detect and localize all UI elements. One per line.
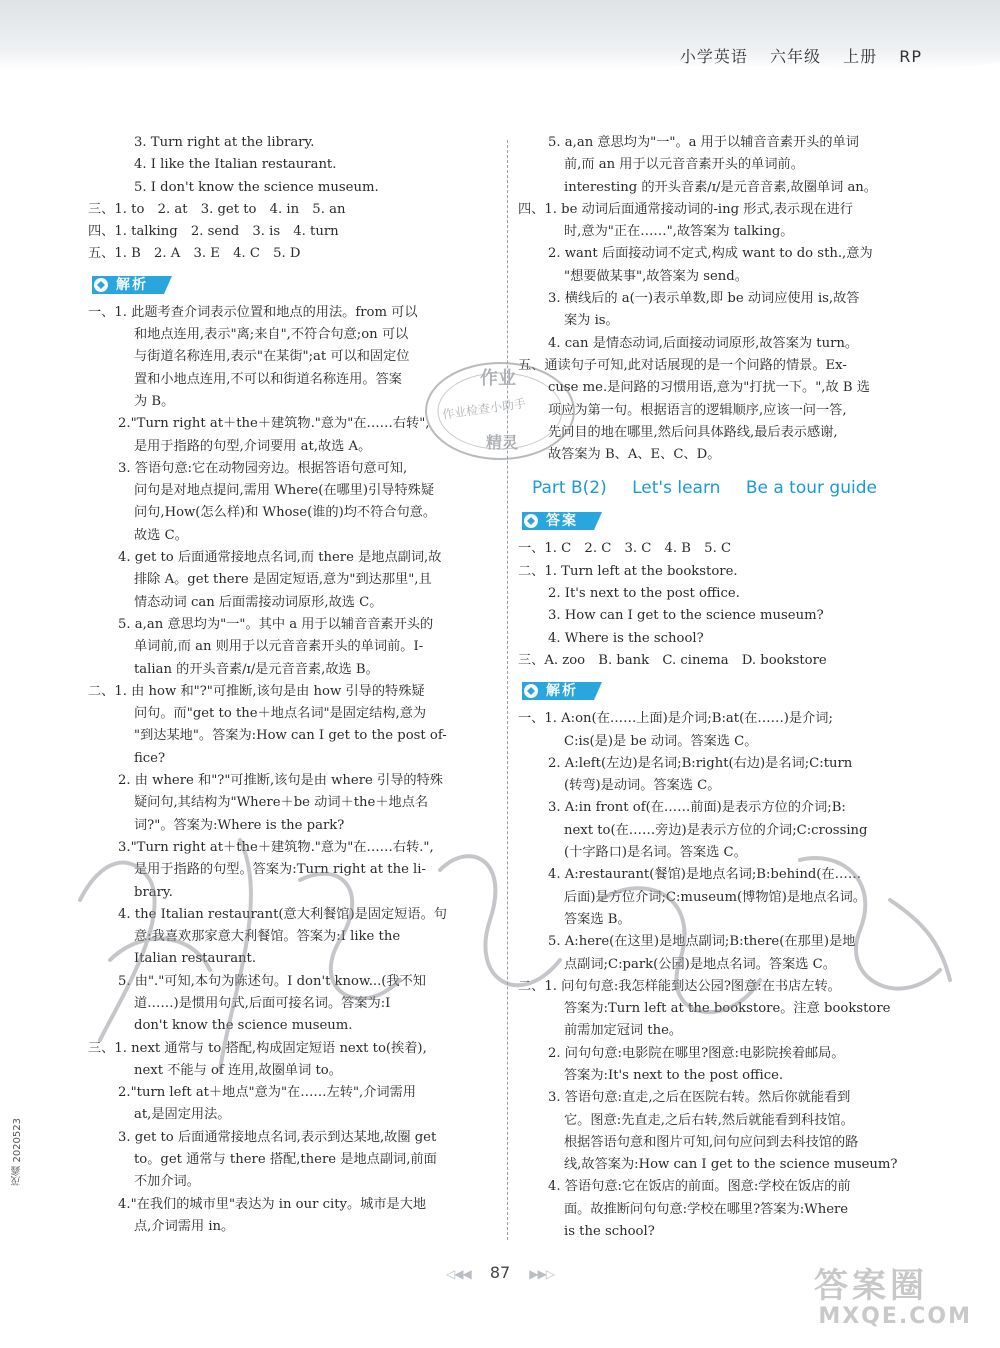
text-line: C:is(是)是 be 动词。答案选 C。 bbox=[564, 733, 758, 749]
text-line: 根据答语句意和图片可知,问句应问到去科技馆的路 bbox=[564, 1134, 859, 1150]
text-line: 点副词;C:park(公园)是地点名词。答案选 C。 bbox=[564, 956, 836, 972]
text-line: "想要做某事",故答案为 send。 bbox=[564, 268, 748, 284]
text-line: fice? bbox=[134, 750, 166, 766]
text-line: 四、1. be 动词后面通常接动词的-ing 形式,表示现在进行 bbox=[518, 201, 853, 217]
text-line: 三、A. zoo B. bank C. cinema D. bookstore bbox=[518, 652, 827, 668]
text-line: 先问目的地在哪里,然后问具体路线,最后表示感谢, bbox=[548, 424, 838, 440]
text-line: 置和小地点连用,不可以和街道名称连用。答案 bbox=[134, 371, 402, 387]
text-line: 项应为第一句。根据语言的逻辑顺序,应该一问一答, bbox=[548, 402, 847, 418]
answer-list bbox=[518, 538, 928, 672]
header-volume: 上册 bbox=[843, 47, 878, 66]
text-line: 二、1. 问句句意:我怎样能到达公园?图意:在书店左转。 bbox=[518, 978, 841, 994]
homework-stamp bbox=[420, 356, 580, 466]
text-line: 4. 答语句意:它在饭店的前面。图意:学校在饭店的前 bbox=[548, 1179, 851, 1195]
stamp-subtitle: 作业检查小助手 bbox=[441, 396, 527, 422]
header-grade: 六年级 bbox=[770, 47, 822, 66]
text-line: 二、1. 由 how 和"?"可推断,该句是由 how 引导的特殊疑 bbox=[88, 683, 425, 699]
text-line: 2. want 后面接动词不定式,构成 want to do sth.,意为 bbox=[548, 246, 873, 262]
badge-label: 解析 bbox=[546, 683, 578, 700]
text-line: 二、1. Turn left at the bookstore. bbox=[518, 563, 738, 579]
text-line: 3. A:in front of(在……前面)是表示方位的介词;B: bbox=[548, 800, 846, 816]
text-line: 5. 由"."可知,本句为陈述句。I don't know...(我不知 bbox=[118, 973, 426, 989]
text-line: 和地点连用,表示"离;来自",不符合句意;on 可以 bbox=[134, 327, 409, 343]
text-line: 5. a,an 意思均为"一"。a 用于以辅音音素开头的单词 bbox=[548, 135, 859, 150]
text-line: 排除 A。get there 是固定短语,意为"到达那里",且 bbox=[134, 572, 432, 588]
page-header bbox=[664, 44, 922, 67]
text-line: 答案选 B。 bbox=[564, 911, 631, 927]
text-line: 是用于指路的句型。答案为:Turn right at the li- bbox=[134, 862, 426, 878]
text-line: 案为 is。 bbox=[564, 313, 619, 329]
text-line: brary. bbox=[134, 884, 173, 900]
prev-arrows-icon: ◁◀◀ bbox=[446, 1267, 471, 1281]
text-line: 3. 答语句意:直走,之后在医院右转。然后你就能看到 bbox=[548, 1090, 851, 1106]
text-line: 4. get to 后面通常接地点名词,而 there 是地点副词,故 bbox=[118, 550, 442, 566]
text-line: 2. It's next to the post office. bbox=[548, 586, 740, 602]
badge-label: 答案 bbox=[546, 513, 578, 530]
text-line: 问句是对地点提问,需用 Where(在哪里)引导特殊疑 bbox=[134, 483, 435, 499]
text-line: 点,介词需用 in。 bbox=[134, 1218, 235, 1234]
text-line: 5. a,an 意思均为"一"。其中 a 用于以辅音音素开头的 bbox=[118, 616, 434, 632]
text-line: 线,故答案为:How can I get to the science museum? bbox=[564, 1157, 898, 1173]
text-line: 疑问句,其结构为"Where＋be 动词＋the＋地点名 bbox=[134, 795, 429, 811]
answer-badge bbox=[518, 508, 928, 534]
text-line: 一、1. 此题考查介词表示位置和地点的用法。from 可以 bbox=[88, 304, 418, 320]
text-line: 4. A:restaurant(餐馆)是地点名词;B:behind(在…… bbox=[548, 867, 862, 883]
text-line: 道……)是惯用句式,后面可接名词。答案为:I bbox=[134, 995, 391, 1011]
text-line: 后面)是方位介词;C:museum(博物馆)是地点名词。 bbox=[564, 889, 866, 905]
section-label: Let's learn bbox=[632, 478, 721, 499]
side-code: 茂鑫 2020523 bbox=[12, 1118, 23, 1186]
answer-continuation bbox=[88, 132, 496, 266]
text-line: to。get 通常与 there 搭配,there 是地点副词,前面 bbox=[134, 1152, 437, 1168]
text-line: 5. A:here(在这里)是地点副词;B:there(在那里)是地 bbox=[548, 934, 856, 950]
text-line: 前需加定冠词 the。 bbox=[564, 1023, 683, 1039]
text-line: 4. the Italian restaurant(意大利餐馆)是固定短语。句 bbox=[118, 906, 447, 922]
text-line: 故选 C。 bbox=[134, 527, 188, 543]
text-line: 3. 横线后的 a(一)表示单数,即 be 动词应使用 is,故答 bbox=[548, 291, 860, 307]
text-line: is the school? bbox=[564, 1224, 655, 1240]
text-line: 时,意为"正在……",故答案为 talking。 bbox=[564, 224, 794, 240]
text-line: 故答案为 B、A、E、C、D。 bbox=[548, 447, 721, 463]
next-arrows-icon: ▶▶▷ bbox=[529, 1267, 554, 1281]
text-line: next to(在……旁边)是表示方位的介词;C:crossing bbox=[564, 822, 868, 838]
header-edition: RP bbox=[899, 47, 922, 66]
topic-label: Be a tour guide bbox=[745, 478, 877, 499]
text-line: 意:我喜欢那家意大利餐馆。答案为:I like the bbox=[134, 929, 401, 945]
text-line: 前,而 an 用于以元音音素开头的单词前。 bbox=[564, 157, 804, 173]
text-line: 2."Turn right at＋the＋建筑物."意为"在……右转", bbox=[118, 416, 430, 432]
text-line: 不加介词。 bbox=[134, 1174, 200, 1190]
analysis-badge bbox=[518, 678, 928, 704]
text-line: 情态动词 can 后面需接动词原形,故选 C。 bbox=[134, 594, 383, 610]
text-line: 2."turn left at＋地点"意为"在……左转",介词需用 bbox=[118, 1085, 416, 1101]
stamp-title: 作业 bbox=[480, 368, 516, 389]
text-line: 2. 由 where 和"?"可推断,该句是由 where 引导的特殊 bbox=[118, 773, 443, 789]
part-label: Part B(2) bbox=[532, 478, 607, 499]
text-line: cuse me.是问路的习惯用语,意为"打扰一下。",故 B 选 bbox=[548, 380, 870, 396]
text-line: 它。图意:先直走,之后右转,然后就能看到科技馆。 bbox=[564, 1112, 854, 1128]
text-line: talian 的开头音素/ɪ/是元音音素,故选 B。 bbox=[134, 661, 379, 677]
answer-row: 三、1. to 2. at 3. get to 4. in 5. an bbox=[88, 201, 346, 217]
text-line: "到达某地"。答案为:How can I get to the post of- bbox=[134, 728, 447, 744]
answer-row: 四、1. talking 2. send 3. is 4. turn bbox=[88, 224, 339, 240]
text-line: 问句。而"get to the＋地点名词"是固定结构,意为 bbox=[134, 706, 427, 722]
text-line: 一、1. C 2. C 3. C 4. B 5. C bbox=[518, 541, 732, 557]
answer-line: 5. I don't know the science museum. bbox=[134, 179, 379, 195]
badge-label: 解析 bbox=[116, 276, 148, 293]
watermark-brand: 答案圈 bbox=[814, 1266, 928, 1306]
text-line: Italian restaurant. bbox=[134, 951, 257, 967]
answer-row: 五、1. B 2. A 3. E 4. C 5. D bbox=[88, 246, 301, 262]
text-line: 3. How can I get to the science museum? bbox=[548, 608, 824, 624]
stamp-footer: 精灵 bbox=[486, 433, 519, 452]
text-line: next 不能与 of 连用,故圈单词 to。 bbox=[134, 1062, 342, 1078]
analysis-badge bbox=[88, 272, 496, 298]
part-title bbox=[532, 474, 928, 502]
answer-line: 4. I like the Italian restaurant. bbox=[134, 157, 337, 173]
text-line: 是用于指路的句型,介词要用 at,故选 A。 bbox=[134, 438, 372, 454]
header-subject: 小学英语 bbox=[679, 47, 748, 66]
text-line: 3. 答语句意:它在动物园旁边。根据答语句意可知, bbox=[118, 460, 408, 476]
text-line: 3."Turn right at＋the＋建筑物."意为"在……右转.", bbox=[118, 839, 434, 855]
text-line: 与街道名称连用,表示"在某街";at 可以和固定位 bbox=[134, 349, 410, 365]
text-line: don't know the science museum. bbox=[134, 1018, 353, 1034]
text-line: 五、通读句子可知,此对话展现的是一个问路的情景。Ex- bbox=[518, 357, 847, 373]
text-line: at,是固定用法。 bbox=[134, 1107, 231, 1123]
handwriting-watermark bbox=[40, 780, 980, 1100]
text-line: 2. 问句句意:电影院在哪里?图意:电影院挨着邮局。 bbox=[548, 1045, 845, 1061]
text-line: 答案为:Turn left at the bookstore。注意 bookstore bbox=[564, 1001, 891, 1017]
watermark-domain: MXQE.COM bbox=[818, 1304, 972, 1329]
text-line: 4."在我们的城市里"表达为 in our city。城市是大地 bbox=[118, 1196, 427, 1212]
text-line: 2. A:left(左边)是名词;B:right(右边)是名词;C:turn bbox=[548, 755, 853, 771]
text-line: 一、1. A:on(在……上面)是介词;B:at(在……)是介词; bbox=[518, 711, 833, 727]
page-number: 87 bbox=[489, 1263, 511, 1282]
text-line: 单词前,而 an 则用于以元音音素开头的单词前。I- bbox=[134, 639, 424, 655]
text-line: 答案为:It's next to the post office. bbox=[564, 1067, 784, 1083]
text-line: interesting 的开头音素/ɪ/是元音音素,故圈单词 an。 bbox=[564, 179, 877, 195]
text-line: 3. get to 后面通常接地点名词,表示到达某地,故圈 get bbox=[118, 1129, 437, 1145]
text-line: 4. Where is the school? bbox=[548, 630, 704, 646]
text-line: 三、1. next 通常与 to 搭配,构成固定短语 next to(挨着), bbox=[88, 1040, 427, 1056]
text-line: 词?"。答案为:Where is the park? bbox=[134, 817, 345, 833]
corner-watermark bbox=[778, 1258, 978, 1338]
text-line: 问句,How(怎么样)和 Whose(谁的)均不符合句意。 bbox=[134, 505, 437, 521]
answer-line: 3. Turn right at the library. bbox=[134, 135, 315, 150]
text-line: (十字路口)是名词。答案选 C。 bbox=[564, 845, 747, 861]
text-line: 面。故推断问句句意:学校在哪里?答案为:Where bbox=[564, 1201, 849, 1217]
text-line: (转弯)是动词。答案选 C。 bbox=[564, 778, 721, 794]
text-line: 为 B。 bbox=[134, 393, 175, 409]
text-line: 4. can 是情态动词,后面接动词原形,故答案为 turn。 bbox=[548, 335, 859, 351]
